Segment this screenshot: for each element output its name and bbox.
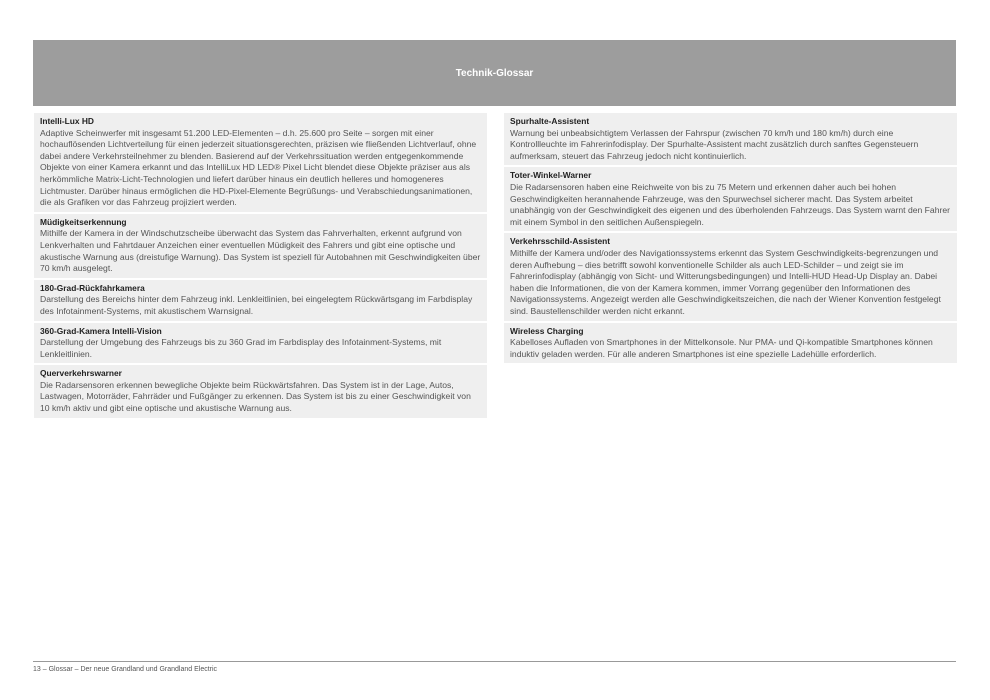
glossary-entry	[34, 113, 487, 212]
glossary-description: Adaptive Scheinwerfer mit insgesamt 51.200 LED-Elementen – d.h. 25.600 pro Seite – sorgen mit einer hochauflösenden Lichtverteilung für einen jederzeit situationsgerechten, präzisen wie fließenden Lichtverlauf, ohne dabei andere Verkehrsteilnehmer zu blenden. Basierend auf der Verkehrssituation werden entgegenkommende Objekte von einer Kamera erkannt und das IntelliLux HD LED® Pixel Licht blendet diese Objekte präziser aus als herkömmliche Matrix-Licht-Technologien und liefert darüber hinaus ein deutlich helleres und homogeneres Lichtmuster. Darüber hinaus ermöglichen die HD-Pixel-Elemente Begrüßungs- und Verabschiedungsanimationen, die als Grafiken vor das Fahrzeug projiziert werden.	[40, 127, 477, 208]
glossary-term: 180-Grad-Rückfahrkamera	[40, 282, 145, 293]
glossary-entry	[504, 167, 957, 231]
glossary-entry	[34, 365, 487, 417]
header-banner	[33, 40, 956, 106]
glossary-entry	[504, 113, 957, 165]
glossary-term: Toter-Winkel-Warner	[510, 170, 592, 181]
glossary-right-column	[504, 113, 957, 365]
glossary-term: 360-Grad-Kamera Intelli-Vision	[40, 325, 162, 336]
glossary-description: Die Radarsensoren haben eine Reichweite von bis zu 75 Metern und erkennen daher auch bei hohen Geschwindigkeiten herannahende Fahrzeuge, was den Spurwechsel sicherer macht. Das System arbeitet unabhängig von der Geschwindigkeit des eigenen und des überholenden Fahrzeugs. Das System warnt den Fahrer mit einem Symbol in den seitlichen Außenspiegeln.	[510, 181, 950, 227]
glossary-entry	[34, 214, 487, 278]
glossary-entry	[34, 323, 487, 364]
glossary-description: Die Radarsensoren erkennen bewegliche Objekte beim Rückwärtsfahren. Das System ist in der Lage, Autos, Lastwagen, Motorräder, Fahrräder und Fußgänger zu erkennen. Das System ist bis zu einer Geschwindigkeit von 10 km/h aktiv und gibt eine optische und akustische Warnung aus.	[40, 379, 471, 414]
glossary-term: Spurhalte-Assistent	[510, 116, 590, 126]
glossary-term: Intelli-Lux HD	[40, 116, 94, 126]
glossary-description: Darstellung des Bereichs hinter dem Fahrzeug inkl. Lenkleitlinien, bei eingelegtem Rückwärtsgang im Farbdisplay des Infotainment-Systems, mit akustischem Warnsignal.	[40, 294, 473, 316]
glossary-term: Querverkehrswarner	[40, 368, 122, 379]
glossary-entry	[504, 233, 957, 320]
glossary-term: Verkehrsschild-Assistent	[510, 236, 611, 247]
page-title: Technik-Glossar	[455, 67, 534, 79]
footer-divider	[33, 661, 956, 662]
glossary-description: Warnung bei unbeabsichtigtem Verlassen der Fahrspur (zwischen 70 km/h und 180 km/h) durch eine Kontrollleuchte im Fahrerinfodisplay. Der Spurhalte-Assistent macht zusätzlich durch sanftes Gegensteuern aufmerksam, steuert das Fahrzeug jedoch nicht kontinuierlich.	[510, 127, 919, 161]
glossary-term: Müdigkeitserkennung	[40, 216, 127, 227]
glossary-left-column	[34, 113, 487, 420]
glossary-entry	[34, 280, 487, 321]
glossary-description: Darstellung der Umgebung des Fahrzeugs bis zu 360 Grad im Farbdisplay des Infotainment-Systems, mit Lenkleitlinien.	[40, 337, 442, 359]
glossary-description: Kabelloses Aufladen von Smartphones in der Mittelkonsole. Nur PMA- und Qi-kompatible Smartphones können induktiv geladen werden. Für alle anderen Smartphones ist eine spezielle Ladehülle erforderlich.	[510, 337, 933, 359]
glossary-term: Wireless Charging	[510, 325, 584, 336]
page-footer: 13 – Glossar – Der neue Grandland und Grandland Electric	[33, 666, 218, 673]
glossary-entry	[504, 323, 957, 364]
glossary-description: Mithilfe der Kamera und/oder des Navigationssystems erkennt das System Geschwindigkeits-begrenzungen und deren Aufhebung – dies betrifft sowohl konventionelle Schilder als auch LED-Schilder – und zeigt sie im Fahrerinfodisplay (abhängig von Sicht- und Witterungsbedingungen) und Intelli-HUD Head-Up Display an. Dabei haben die Informationen, die von der Kamera kommen, immer Vorrang gegenüber den Informationen des Navigationssystems. Angezeigt werden alle Geschwindigkeitszeichen, die nach der Wiener Konvention festgelegt sind. Baustellenschilder werden nicht erkannt.	[510, 247, 941, 316]
glossary-description: Mithilfe der Kamera in der Windschutzscheibe überwacht das System das Fahrverhalten, erkennt aufgrund von Lenkverhalten und Fahrtdauer Anzeichen einer eventuellen Müdigkeit des Fahrers und gibt eine optische und akustische Warnung aus (dreistufige Warnung). Das System ist speziell für Autobahnen mit Geschwindigkeiten über 70 km/h ausgelegt.	[40, 228, 481, 274]
